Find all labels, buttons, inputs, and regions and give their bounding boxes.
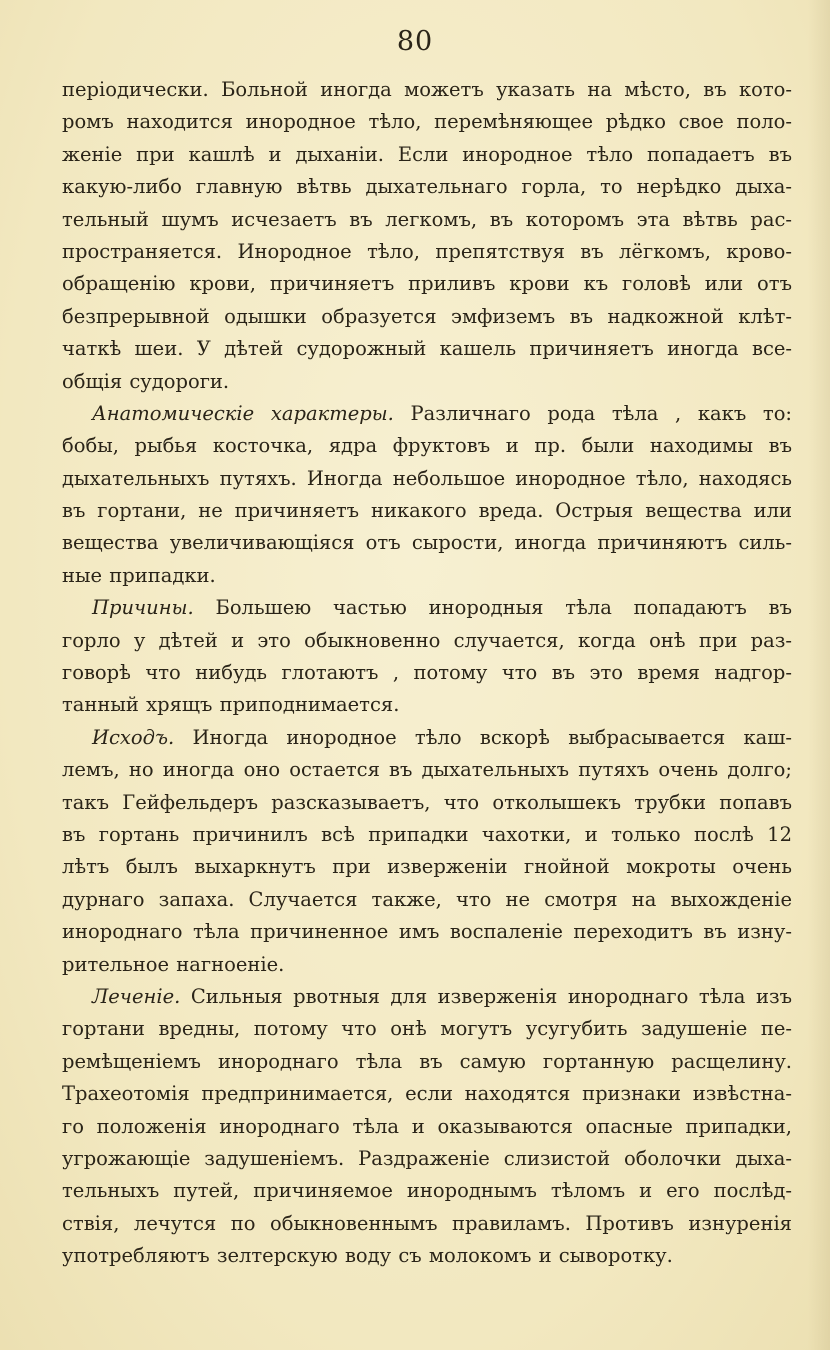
text-line: Трахеотомія предпринимается, если находятся признаки извѣстна-	[62, 1082, 792, 1106]
text-line: инороднаго тѣла причиненное имъ воспаленіе переходитъ въ изну-	[62, 920, 792, 944]
text-line: лемъ, но иногда оно остается въ дыхательныхъ путяхъ очень долго;	[62, 758, 792, 782]
text-line: рительное нагноеніе.	[62, 952, 285, 976]
text-line: говорѣ что нибудь глотаютъ , потому что въ это время надгор-	[62, 661, 792, 685]
text-line: дурнаго запаха. Случается также, что не смотря на выхожденіе	[62, 887, 792, 911]
text-run: Различнаго рода тѣла , какъ то:	[393, 401, 792, 425]
text-line: женіе при кашлѣ и дыханіи. Если инородное тѣло попадаетъ въ	[62, 142, 792, 166]
text-line: угрожающіе задушеніемъ. Раздраженіе слизистой оболочки дыха-	[62, 1146, 792, 1170]
text-line: употребляютъ зелтерскую воду съ молокомъ и сыворотку.	[62, 1244, 673, 1268]
text-line: пространяется. Инородное тѣло, препятствуя въ лёгкомъ, крово-	[62, 239, 792, 263]
text-line: тельный шумъ исчезаетъ въ легкомъ, въ которомъ эта вѣтвь рас-	[62, 207, 792, 231]
text-line-with-heading	[62, 398, 792, 430]
text-line: ромъ находится инородное тѣло, перемѣняющее рѣдко свое поло-	[62, 110, 792, 134]
page-edge-shadow	[808, 0, 830, 1350]
text-run: Иногда инородное тѣло вскорѣ выбрасывается каш-	[174, 725, 792, 749]
text-line: лѣтъ былъ выхаркнутъ при изверженіи гнойной мокроты очень	[62, 855, 792, 879]
text-line: бобы, рыбья косточка, ядра фруктовъ и пр. были находимы въ	[62, 434, 792, 458]
section-heading: Леченіе.	[92, 984, 181, 1008]
section-heading: Причины.	[92, 596, 194, 620]
text-line: въ гортани, не причиняетъ никакого вреда. Острыя вещества или	[62, 499, 792, 523]
text-line: ные припадки.	[62, 563, 216, 587]
text-line: въ гортань причинилъ всѣ припадки чахотки, и только послѣ 12	[62, 822, 792, 846]
text-line-with-heading	[62, 592, 792, 624]
page-number: 80	[396, 26, 434, 57]
paragraph-causes	[62, 592, 792, 722]
text-line: общія судороги.	[62, 369, 230, 393]
text-line: ремѣщеніемъ инороднаго тѣла въ самую гортанную расщелину.	[62, 1049, 792, 1073]
text-line: ствія, лечутся по обыкновеннымъ правиламъ. Противъ изнуренія	[62, 1211, 792, 1235]
paragraph-symptoms-continued	[62, 74, 792, 398]
text-run: Большею частью инородныя тѣла попадаютъ въ	[193, 596, 792, 620]
section-heading: Анатомическіе характеры.	[92, 401, 394, 425]
text-line: дыхательныхъ путяхъ. Иногда небольшое инородное тѣло, находясь	[62, 466, 792, 490]
text-line: обращенію крови, причиняетъ приливъ крови къ головѣ или отъ	[62, 272, 792, 296]
text-line: вещества увеличивающіяся отъ сырости, иногда причиняютъ силь-	[62, 531, 792, 555]
text-line: безпрерывной одышки образуется эмфиземъ въ надкожной клѣт-	[62, 304, 792, 328]
text-line: го положенія инороднаго тѣла и оказываются опасные припадки,	[62, 1114, 792, 1138]
section-heading: Исходъ.	[92, 725, 175, 749]
text-line-with-heading	[62, 981, 792, 1013]
text-line: гортани вредны, потому что онѣ могутъ усугубить задушеніе пе-	[62, 1017, 792, 1041]
text-run: Сильныя рвотныя для изверженія инороднаго тѣла изъ	[180, 984, 792, 1008]
text-line-with-heading	[62, 722, 792, 754]
body-text	[62, 74, 792, 1272]
text-line: какую-либо главную вѣтвь дыхательнаго горла, то нерѣдко дыха-	[62, 175, 792, 199]
text-line: чаткѣ шеи. У дѣтей судорожный кашель причиняетъ иногда все-	[62, 337, 792, 361]
text-line: танный хрящъ приподнимается.	[62, 693, 400, 717]
paragraph-treatment	[62, 981, 792, 1273]
paragraph-outcome	[62, 722, 792, 981]
text-line: горло у дѣтей и это обыкновенно случается, когда онѣ при раз-	[62, 628, 792, 652]
text-line: такъ Гейфельдеръ разсказываетъ, что отколышекъ трубки попавъ	[62, 790, 792, 814]
paragraph-anatomical-characters	[62, 398, 792, 592]
text-line: тельныхъ путей, причиняемое инороднымъ тѣломъ и его послѣд-	[62, 1179, 792, 1203]
text-line: періодически. Больной иногда можетъ указать на мѣсто, въ кото-	[62, 78, 792, 101]
